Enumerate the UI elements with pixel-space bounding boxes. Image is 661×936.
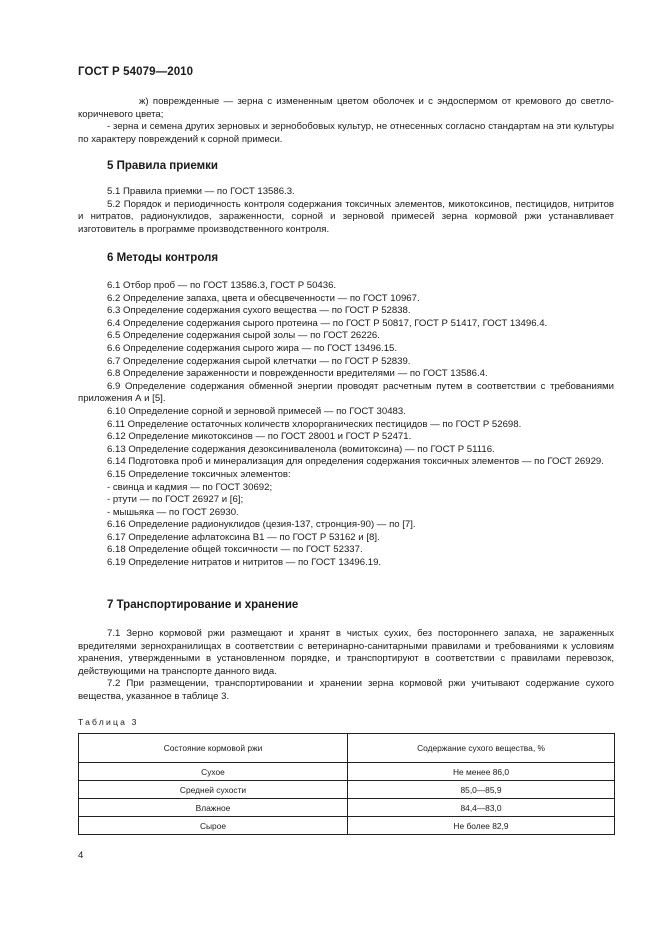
clause-6-10: 6.10 Определение сорной и зерновой примесей — по ГОСТ 30483. xyxy=(107,405,406,417)
table-header-dry-matter: Содержание сухого вещества, % xyxy=(348,734,615,763)
clause-6-6: 6.6 Определение содержания сырого жира — по ГОСТ 13496.15. xyxy=(107,342,398,354)
clause-6-13: 6.13 Определение содержания дезоксиниваленола (вомитоксина) — по ГОСТ Р 51116. xyxy=(107,443,495,455)
clause-6-15: 6.15 Определение токсичных элементов: xyxy=(107,468,291,480)
table-cell-state: Влажное xyxy=(79,799,348,817)
clause-6-8: 6.8 Определение зараженности и поврежденности вредителями — по ГОСТ 13586.4. xyxy=(107,368,488,380)
table-cell-state: Сырое xyxy=(79,817,348,835)
table-row xyxy=(79,817,615,835)
clause-6-17: 6.17 Определение афлатоксина В1 — по ГОСТ Р 53162 и [8]. xyxy=(107,531,380,543)
table-header-state: Состояние кормовой ржи xyxy=(79,734,348,763)
table-cell-state: Средней сухости xyxy=(79,781,348,799)
table-row xyxy=(79,763,615,781)
document-header: ГОСТ Р 54079—2010 xyxy=(78,66,194,78)
clause-6-18: 6.18 Определение общей токсичности — по ГОСТ 52337. xyxy=(107,544,363,556)
clause-6-14: 6.14 Подготовка проб и минерализация для определения содержания токсичных элементов — по ГОСТ 26929. xyxy=(107,456,604,468)
clause-7-2: 7.2 При размещении, транспортировании и хранении зерна кормовой ржи учитывают содержание сухого вещества, указанное в таблице 3. xyxy=(78,678,614,702)
clause-6-12: 6.12 Определение микотоксинов — по ГОСТ 28001 и ГОСТ Р 52471. xyxy=(107,431,412,443)
intro-block xyxy=(78,96,614,146)
clause-6-1: 6.1 Отбор проб — по ГОСТ 13586.3, ГОСТ Р 50436. xyxy=(107,280,337,291)
clause-6-11: 6.11 Определение остаточных количеств хлорорганических пестицидов — по ГОСТ Р 52698. xyxy=(107,418,522,430)
table-cell-dry-matter: 85,0—85,9 xyxy=(348,781,615,799)
table-3 xyxy=(78,733,615,835)
section-6-body xyxy=(78,280,614,570)
table-cell-dry-matter: Не менее 86,0 xyxy=(348,763,615,781)
clause-6-15-arsenic: - мышьяка — по ГОСТ 26930. xyxy=(107,506,239,518)
section-5-body xyxy=(78,186,614,236)
table-cell-dry-matter: 84,4—83,0 xyxy=(348,799,615,817)
clause-6-3: 6.3 Определение содержания сухого вещества — по ГОСТ Р 52838. xyxy=(107,305,411,317)
section-7-body xyxy=(78,628,614,704)
table-row xyxy=(79,781,615,799)
clause-6-2: 6.2 Определение запаха, цвета и обесцвеченности — по ГОСТ 10967. xyxy=(107,292,420,304)
clause-6-7: 6.7 Определение содержания сырой клетчатки — по ГОСТ Р 52839. xyxy=(107,355,411,367)
table-row xyxy=(79,799,615,817)
clause-6-19: 6.19 Определение нитратов и нитритов — по ГОСТ 13496.19. xyxy=(107,557,382,569)
table-3-caption: Таблица 3 xyxy=(78,717,139,727)
clause-5-1: 5.1 Правила приемки — по ГОСТ 13586.3. xyxy=(107,186,295,197)
clause-5-2: 5.2 Порядок и периодичность контроля содержания токсичных элементов, микотоксинов, пестицидов, нитритов и нитратов, радионуклидов, зараженности, сорной и зерновой примесей зерна кормовой ржи устанавливает изготовитель в программе производственного контроля. xyxy=(78,198,614,235)
section-7-title: 7 Транспортирование и хранение xyxy=(107,599,299,611)
clause-6-9: 6.9 Определение содержания обменной энергии проводят расчетным путем в соответствии с требованиями приложения А и [5]. xyxy=(78,380,614,405)
clause-7-1: 7.1 Зерно кормовой ржи размещают и хранят в чистых сухих, без постороннего запаха, не зараженных вредителями зернохранилищах в соответствии с ветеринарно-санитарными правилами и требованиями к условиям хранения, утвержденными в установленном порядке, и транспортируют в соответствии с правилами перевозок, действующими на транспорте данного вида. xyxy=(78,628,614,677)
clause-6-15-mercury: - ртути — по ГОСТ 26927 и [6]; xyxy=(107,494,244,506)
clause-6-16: 6.16 Определение радионуклидов (цезия-137, стронция-90) — по [7]. xyxy=(107,519,416,531)
page-number: 4 xyxy=(78,850,84,861)
clause-6-5: 6.5 Определение содержания сырой золы — по ГОСТ 26226. xyxy=(107,330,380,342)
intro-paragraph-damaged: ж) поврежденные — зерна с измененным цветом оболочек и с эндоспермом от кремового до светло-коричневого цвета; xyxy=(78,96,614,120)
table-header-row xyxy=(79,734,615,763)
section-5-title: 5 Правила приемки xyxy=(107,160,218,172)
clause-6-4: 6.4 Определение содержания сырого протеина — по ГОСТ Р 50817, ГОСТ Р 51417, ГОСТ 13496.4. xyxy=(107,317,548,329)
intro-paragraph-other-grains: - зерна и семена других зерновых и зернобобовых культур, не отнесенных согласно стандартам на эти культуры по характеру повреждений к сорной примеси. xyxy=(78,121,614,145)
section-6-title: 6 Методы контроля xyxy=(107,252,219,264)
table-cell-state: Сухое xyxy=(79,763,348,781)
table-cell-dry-matter: Не более 82,9 xyxy=(348,817,615,835)
clause-6-15-lead-cadmium: - свинца и кадмия — по ГОСТ 30692; xyxy=(107,481,273,493)
